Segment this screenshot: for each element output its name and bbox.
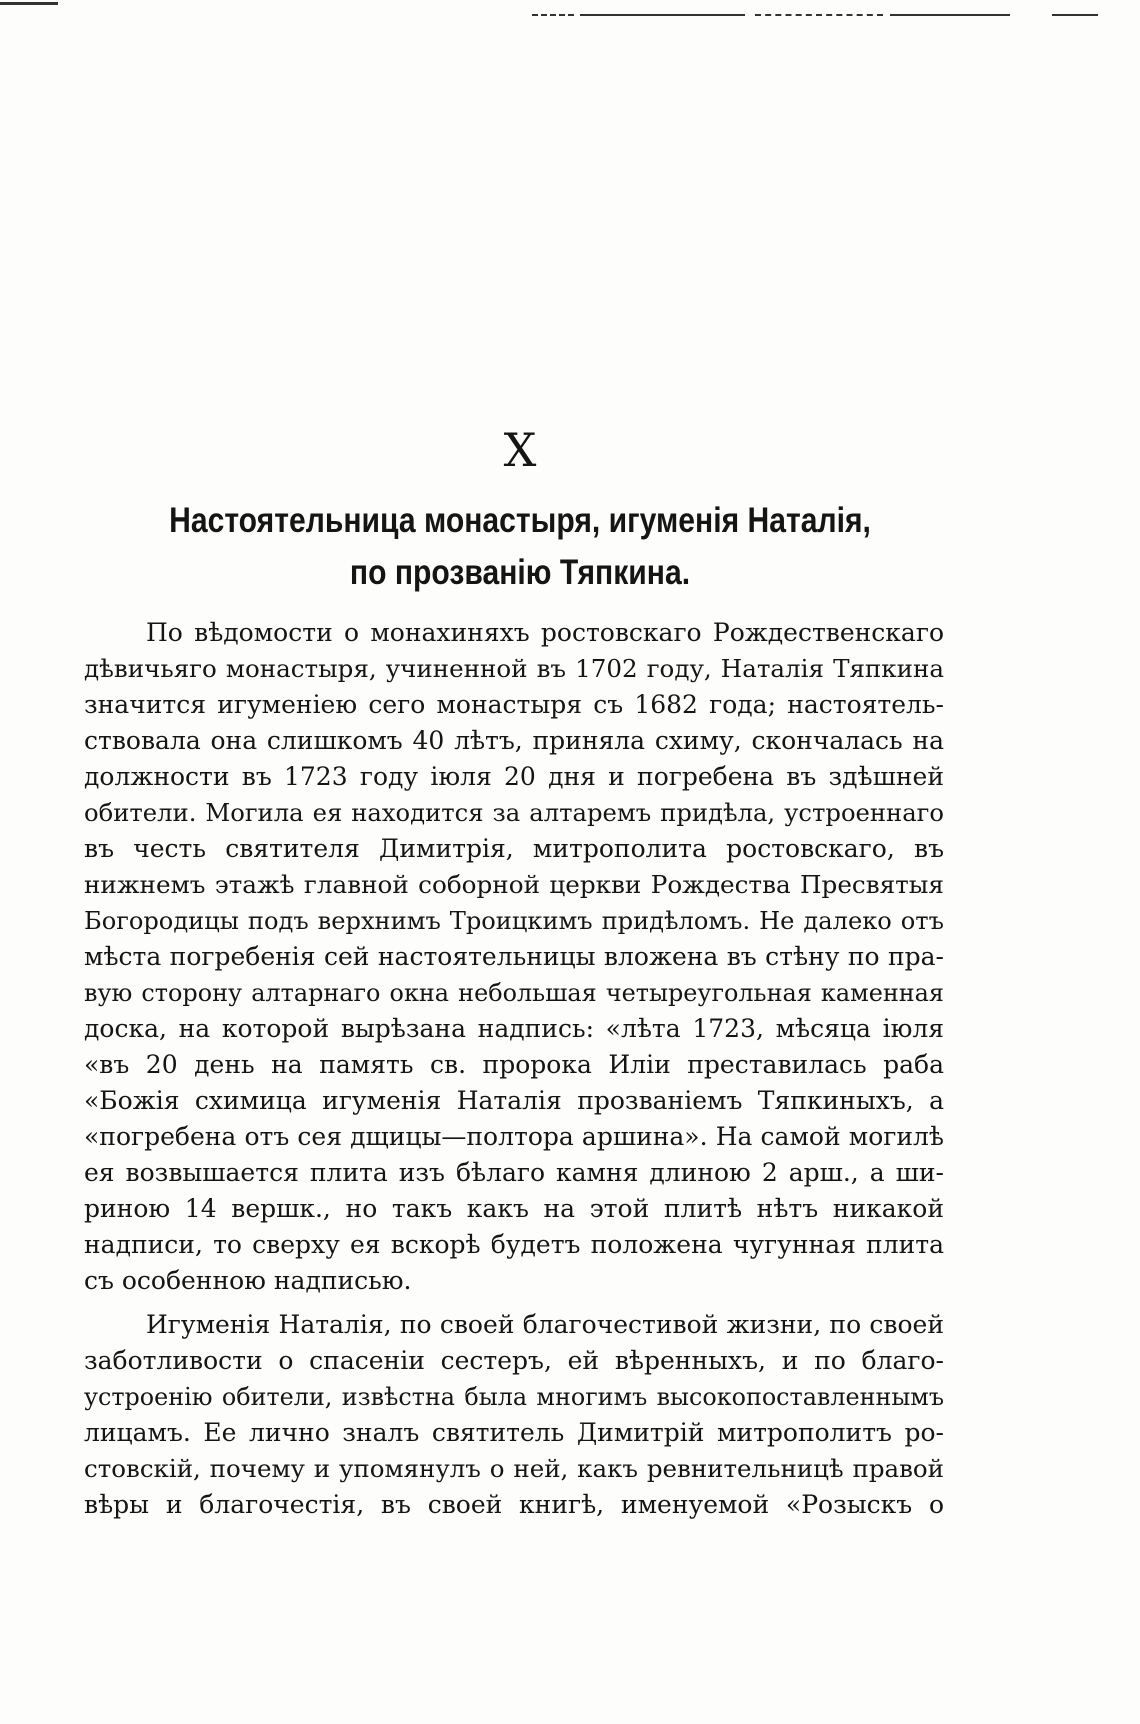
text-line: доска, на которой вырѣзана надпись: «лѣта 1723, мѣсяца іюля (84, 1014, 944, 1043)
text-line: лицамъ. Ее лично зналъ святитель Димитрій митрополитъ ро- (84, 1418, 944, 1447)
text-line: обители. Могила ея находится за алтаремъ придѣла, устроеннаго (84, 798, 944, 827)
top-edge-rule (580, 14, 745, 16)
text-line: По вѣдомости о монахиняхъ ростовскаго Рождественскаго (146, 618, 944, 647)
text-line: риною 14 вершк., но такъ какъ на этой плитѣ нѣтъ никакой (84, 1194, 944, 1223)
text-line: заботливости о спасеніи сестеръ, ей вѣренныхъ, и по благо- (84, 1346, 944, 1375)
text-line: въ честь святителя Димитрія, митрополита ростовскаго, въ (84, 834, 944, 863)
top-edge-rule (755, 14, 883, 16)
text-line: нижнемъ этажѣ главной соборной церкви Рождества Пресвятыя (84, 870, 944, 899)
text-line: мѣста погребенія сей настоятельницы вложена въ стѣну по пра- (84, 942, 944, 971)
text-line: стовскій, почему и упомянулъ о ней, какъ ревнительницѣ правой (84, 1454, 944, 1483)
text-line: ствовала она слишкомъ 40 лѣтъ, приняла схиму, скончалась на (84, 726, 944, 755)
text-line: устроенію обители, извѣстна была многимъ высокопоставленнымъ (84, 1383, 944, 1411)
text-line: «Божія схимица игуменія Наталія прозваніемъ Тяпкиныхъ, а (84, 1086, 944, 1115)
top-edge-rule (532, 14, 574, 16)
text-line: «погребена отъ сея дщицы—полтора аршина». На самой могилѣ (84, 1122, 944, 1151)
text-line: значится игуменіею сего монастыря съ 1682 года; настоятель- (84, 690, 944, 719)
text-line: Богородицы подъ верхнимъ Троицкимъ придѣломъ. Не далеко отъ (84, 907, 944, 935)
body-text (84, 615, 944, 1531)
paragraph (84, 615, 944, 1299)
text-line: вѣры и благочестія, въ своей книгѣ, именуемой «Розыскъ о (84, 1490, 944, 1519)
text-line: дѣвичьяго монастыря, учиненной въ 1702 году, Наталія Тяпкина (84, 654, 944, 683)
text-line: ея возвышается плита изъ бѣлаго камня длиною 2 арш., а ши- (84, 1158, 944, 1187)
chapter-title: Настоятельница монастыря, игуменія Наталія, по прозванію Тяпкина. (169, 501, 871, 592)
top-edge-rule (890, 14, 1010, 16)
paragraph (84, 1307, 944, 1523)
text-line: должности въ 1723 году іюля 20 дня и погребена въ здѣшней (84, 762, 944, 791)
text-line: вую сторону алтарнаго окна небольшая четыреугольная каменная (84, 979, 944, 1007)
text-line: съ особенною надписью. (84, 1266, 412, 1295)
chapter-number: X (503, 423, 537, 477)
top-edge-rule (0, 2, 58, 5)
text-line: надписи, то сверху ея вскорѣ будетъ положена чугунная плита (84, 1230, 944, 1259)
text-line: «въ 20 день на память св. пророка Иліи преставилась раба (84, 1050, 944, 1079)
top-edge-rule (1052, 14, 1098, 16)
text-line: Игуменія Наталія, по своей благочестивой жизни, по своей (146, 1310, 944, 1339)
